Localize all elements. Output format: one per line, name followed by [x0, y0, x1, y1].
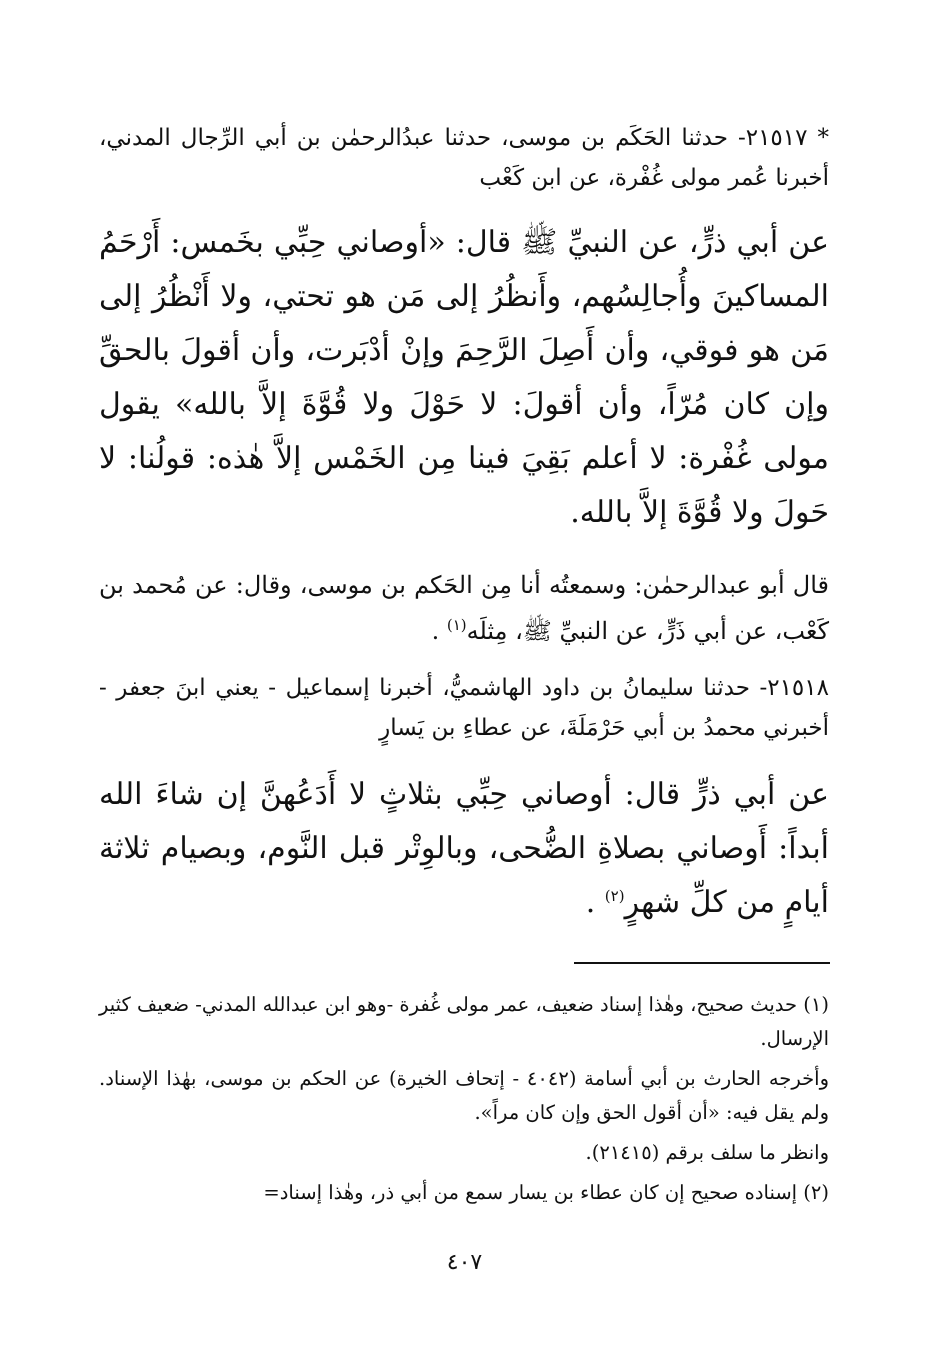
hadith-21518-isnad: ٢١٥١٨- حدثنا سليمانُ بن داود الهاشميُّ، أخبرنا إسماعيل - يعني ابنَ جعفر - أخبرني محمدُ بن أبي حَرْمَلَةَ، عن عطاءِ بن يَسارٍ — [99, 675, 829, 741]
hadith-21518-matn: عن أبي ذرٍّ قال: أوصاني حِبِّي بثلاثٍ لا أَدَعُهنَّ إن شاءَ الله أبداً: أَوصاني بصلاةِ الضُّحى، وبالوِتْر قبل النَّوم، وبصيام ثلاثة أيامٍ من كلِّ شهرٍ$^{(٢)}$ . — [99, 777, 829, 920]
footnote-ref-1[interactable]: (١) — [446, 616, 467, 634]
matn-text: عن أبي ذرٍّ قال: أوصاني حِبِّي بثلاثٍ لا أَدَعُهنَّ إن شاءَ الله أبداً: أَوصاني بصلاةِ الضُّحى، وبالوِتْر قبل النَّوم، وبصيام ثلاثة أيامٍ من كلِّ شهرٍ — [99, 777, 829, 920]
page-number: ٤٠٧ — [446, 1250, 483, 1275]
followup-text: قال أبو عبدالرحمٰن: وسمعتُه أنا مِن الحَكم بن موسى، وقال: عن مُحمد بن كَعْب، عن أبي ذَرٍّ، عن النبيِّ ﷺ، مِثلَه — [99, 571, 829, 645]
footnote-1: (١) حديث صحيح، وهٰذا إسناد ضعيف، عمر مولى غُفرة -وهو ابن عبدالله المدني- ضعيف كثير الإرسال. — [99, 993, 829, 1050]
hadith-21517-followup: قال أبو عبدالرحمٰن: وسمعتُه أنا مِن الحَكم بن موسى، وقال: عن مُحمد بن كَعْب، عن أبي ذَرٍّ، عن النبيِّ ﷺ، مِثلَه$^{(١)}$ . — [99, 571, 829, 645]
footnote-2: (٢) إسناده صحيح إن كان عطاء بن يسار سمع من أبي ذر، وهٰذا إسناد= — [263, 1181, 829, 1204]
footnote-1-see-also: وانظر ما سلف برقم (٢١٤١٥). — [585, 1141, 829, 1164]
hadith-21517-matn: عن أبي ذرٍّ، عن النبيِّ ﷺ قال: «أوصاني حِبِّي بخَمس: أَرْحَمُ المساكينَ وأُجالِسُهم، وأَنظُرُ إلى مَن هو تحتي، ولا أَنْظُرُ إلى مَن هو فوقي، وأن أَصِلَ الرَّحِمَ وإنْ أدْبَرت، وأن أقولَ بالحقِّ وإن كان مُرّاً، وأن أقولَ: لا حَوْلَ ولا قُوَّةَ إلاَّ بالله» يقول مولى غُفْرة: لا أعلم بَقِيَ فينا مِن الخَمْس إلاَّ هٰذه: قولُنا: لا حَولَ ولا قُوَّةَ إلاَّ بالله. — [99, 225, 829, 530]
footnote-1-continuation: وأخرجه الحارث بن أبي أسامة (٤٠٤٢ - إتحاف الخيرة) عن الحكم بن موسى، بهٰذا الإسناد. ولم يقل فيه: «أن أقول الحق وإن كان مراً». — [99, 1067, 829, 1124]
footnote-separator — [574, 962, 830, 964]
footnotes — [99, 988, 829, 1210]
hadith-21517-isnad: * ٢١٥١٧- حدثنا الحَكَم بن موسى، حدثنا عبدُالرحمٰن بن أبي الرِّجال المدني، أخبرنا عُمر مولى غُفْرة، عن ابن كَعْب — [99, 125, 829, 191]
main-text — [99, 118, 829, 930]
footnote-ref-2[interactable]: (٢) — [604, 887, 625, 905]
